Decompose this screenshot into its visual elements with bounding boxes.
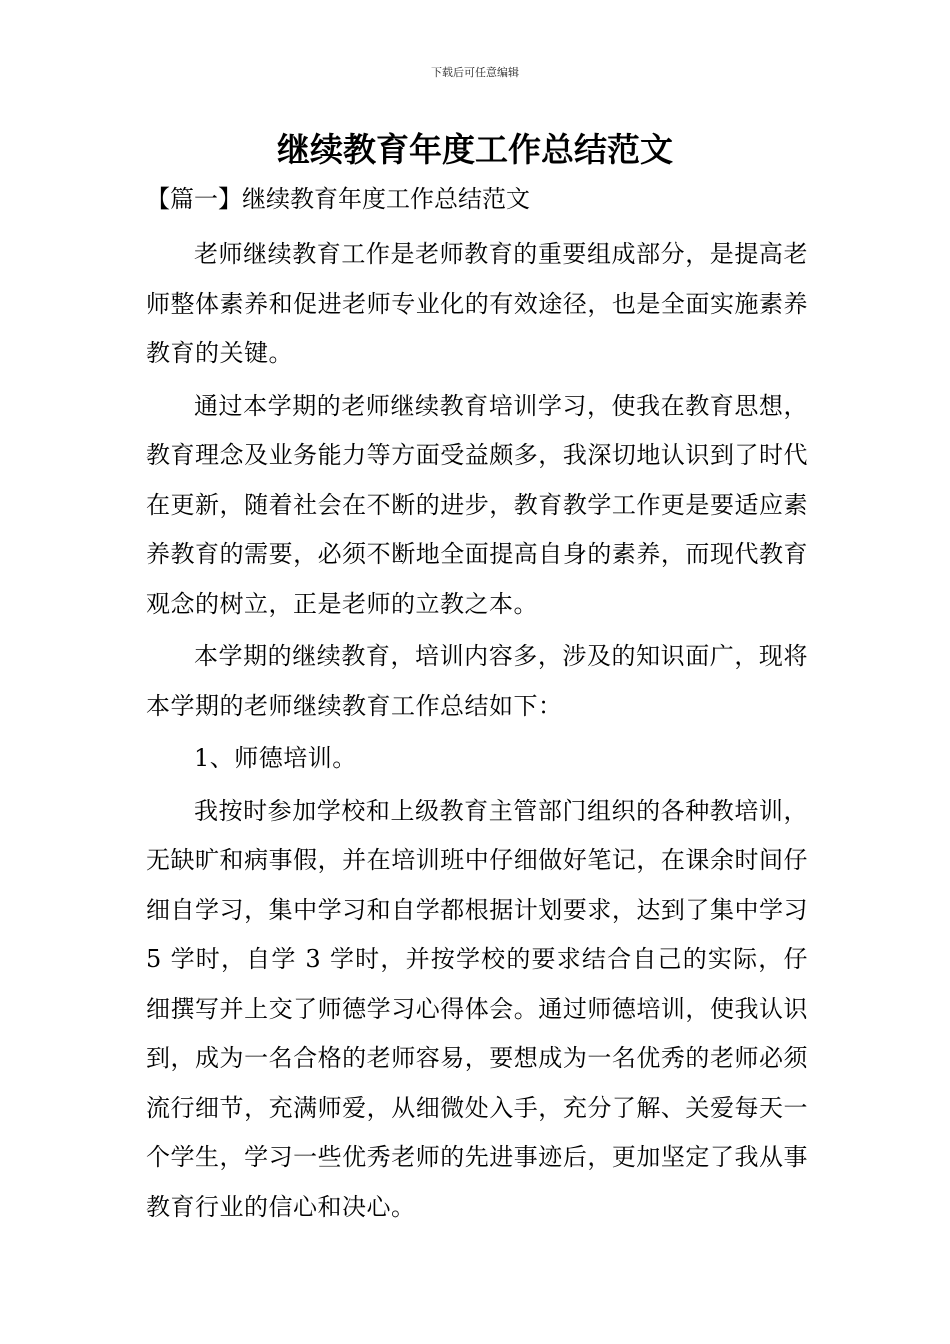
paragraph-summary-lead: 本学期的继续教育，培训内容多，涉及的知识面广，现将本学期的老师继续教育工作总结如下： [146,642,808,720]
paragraph-item-heading: 1、师德培训。 [194,744,357,772]
paragraph-study-reflection: 通过本学期的老师继续教育培训学习，使我在教育思想，教育理念及业务能力等方面受益颇多，我深切地认识到了时代在更新，随着社会在不断的进步，教育教学工作更是要适应素养教育的需要，必须不断地全面提高自身的素养，而现代教育观念的树立，正是老师的立教之本。 [146,391,808,618]
paragraph-ethics-training: 我按时参加学校和上级教育主管部门组织的各种教培训，无缺旷和病事假，并在培训班中仔细做好笔记，在课余时间仔细自学习，集中学习和自学都根据计划要求，达到了集中学习 5 学时，自学 3 学时，并按学校的要求结合自己的实际，仔细撰写并上交了师德学习心得体会。通过师德培训，使我认识到，成为一名合格的老师容易，要想成为一名优秀的老师必须流行细节，充满师爱，从细微处入手，充分了解、关爱每天一个学生，学习一些优秀老师的先进事迹后，更加坚定了我从事教育行业的信心和决心。 [146,796,808,1221]
header-note: 下载后可任意编辑 [431,66,519,79]
paragraph-intro: 老师继续教育工作是老师教育的重要组成部分，是提高老师整体素养和促进老师专业化的有效途径，也是全面实施素养教育的关键。 [146,240,808,367]
document-title: 继续教育年度工作总结范文 [277,130,673,169]
body-text [146,230,808,1235]
section-heading: 【篇一】继续教育年度工作总结范文 [146,185,530,213]
